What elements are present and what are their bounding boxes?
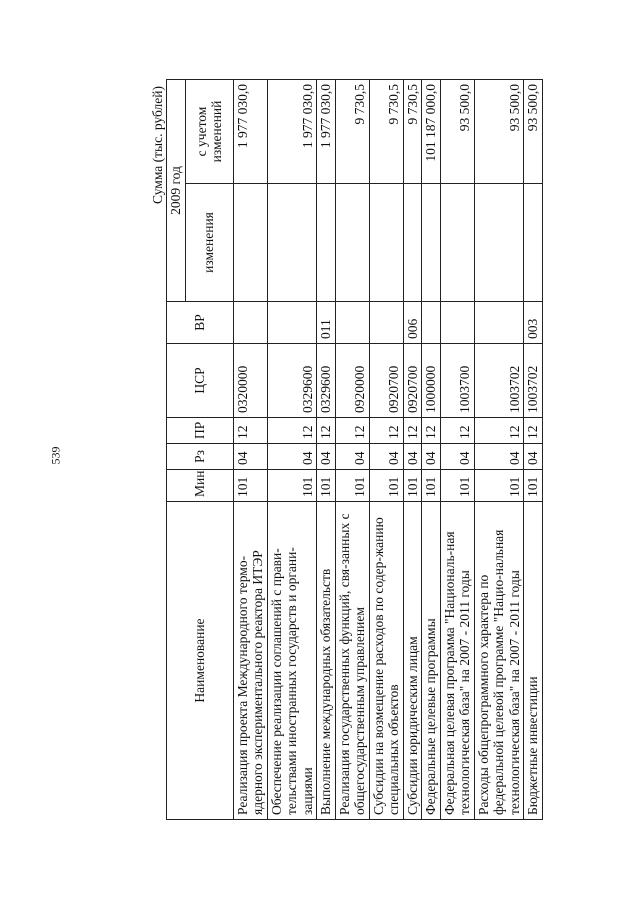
col-vr-cell (369, 302, 403, 344)
col-csr-cell: 1003700 (440, 344, 474, 418)
col-min-cell: 101 (422, 470, 441, 502)
table-row (335, 80, 369, 820)
col-total-cell: 1 977 030,0 (317, 80, 336, 184)
col-total-cell: 1 977 030,0 (267, 80, 317, 184)
col-rz-cell: 04 (369, 444, 403, 470)
table-row (474, 80, 524, 820)
col-rz-cell: 04 (422, 444, 441, 470)
page-number: 539 (48, 446, 63, 465)
col-vr-cell (233, 302, 267, 344)
col-total-cell: 9 730,5 (335, 80, 369, 184)
table-row (233, 80, 267, 820)
col-rz-cell: 04 (440, 444, 474, 470)
col-total-cell: 93 500,0 (524, 80, 543, 184)
table-row (369, 80, 403, 820)
row-name: Бюджетные инвестиции (524, 502, 543, 820)
col-min-cell: 101 (267, 470, 317, 502)
col-pr-cell: 12 (403, 418, 422, 444)
col-with-changes-header: с учетом изменений (185, 80, 233, 184)
col-total-cell: 9 730,5 (403, 80, 422, 184)
col-min-header: Мин (167, 470, 234, 502)
col-changes-cell (267, 184, 317, 302)
col-total-cell: 93 500,0 (440, 80, 474, 184)
col-pr-cell: 12 (422, 418, 441, 444)
table-row (422, 80, 441, 820)
col-vr-cell (335, 302, 369, 344)
col-pr-cell: 12 (267, 418, 317, 444)
rotated-table-block (150, 80, 590, 820)
col-total-cell: 9 730,5 (369, 80, 403, 184)
col-changes-cell (524, 184, 543, 302)
col-csr-header: ЦСР (167, 344, 234, 418)
col-pr-cell: 12 (335, 418, 369, 444)
col-changes-cell (440, 184, 474, 302)
col-rz-cell: 04 (403, 444, 422, 470)
row-name: Федеральная целевая программа "Националь-ная технологическая база" на 2007 - 2011 годы (440, 502, 474, 820)
col-changes-cell (474, 184, 524, 302)
col-min-cell: 101 (369, 470, 403, 502)
col-vr-cell: 011 (317, 302, 336, 344)
col-changes-cell (335, 184, 369, 302)
col-pr-cell: 12 (474, 418, 524, 444)
col-changes-header: изменения (185, 184, 233, 302)
row-name: Реализация государственных функций, свя-занных с общегосударственным управлением (335, 502, 369, 820)
budget-table (166, 79, 543, 820)
col-min-cell: 101 (335, 470, 369, 502)
col-pr-cell: 12 (369, 418, 403, 444)
col-total-cell: 93 500,0 (474, 80, 524, 184)
col-vr-cell (474, 302, 524, 344)
col-csr-cell: 0329600 (317, 344, 336, 418)
col-rz-cell: 04 (524, 444, 543, 470)
col-changes-cell (233, 184, 267, 302)
col-csr-cell: 0920700 (369, 344, 403, 418)
col-pr-header: ПР (167, 418, 234, 444)
col-csr-cell: 0920000 (335, 344, 369, 418)
col-pr-cell: 12 (524, 418, 543, 444)
col-changes-cell (422, 184, 441, 302)
row-name: Субсидии на возмещение расходов по содер-жанию специальных объектов (369, 502, 403, 820)
table-row (317, 80, 336, 820)
row-name: Реализация проекта Международного термо-ядерного экспериментального реактора ИТЭР (233, 502, 267, 820)
table-row (440, 80, 474, 820)
row-name: Расходы общепрограммного характера по федеральной целевой программе "Нацио-нальная технологическая база" на 2007 - 2011 годы (474, 502, 524, 820)
col-rz-cell: 04 (267, 444, 317, 470)
col-csr-cell: 1000000 (422, 344, 441, 418)
col-vr-header: ВР (167, 302, 234, 344)
table-row (267, 80, 317, 820)
row-name: Выполнение международных обязательств (317, 502, 336, 820)
row-name: Субсидии юридическим лицам (403, 502, 422, 820)
row-name: Федеральные целевые программы (422, 502, 441, 820)
col-changes-cell (403, 184, 422, 302)
units-label: Сумма (тыс. рублей) (150, 86, 165, 204)
col-rz-cell: 04 (335, 444, 369, 470)
col-min-cell: 101 (403, 470, 422, 502)
col-vr-cell (422, 302, 441, 344)
col-pr-cell: 12 (233, 418, 267, 444)
col-csr-cell: 0329600 (267, 344, 317, 418)
col-vr-cell: 006 (403, 302, 422, 344)
col-csr-cell: 0320000 (233, 344, 267, 418)
year-header: 2009 год (167, 80, 186, 302)
col-csr-cell: 1003702 (474, 344, 524, 418)
col-min-cell: 101 (440, 470, 474, 502)
col-min-cell: 101 (474, 470, 524, 502)
col-total-cell: 101 187 000,0 (422, 80, 441, 184)
col-csr-cell: 0920700 (403, 344, 422, 418)
col-pr-cell: 12 (317, 418, 336, 444)
col-changes-cell (369, 184, 403, 302)
col-pr-cell: 12 (440, 418, 474, 444)
col-min-cell: 101 (524, 470, 543, 502)
col-vr-cell: 003 (524, 302, 543, 344)
table-row (403, 80, 422, 820)
table-row (524, 80, 543, 820)
col-rz-cell: 04 (233, 444, 267, 470)
col-rz-cell: 04 (317, 444, 336, 470)
row-name: Обеспечение реализации соглашений с прави-тельствами иностранных государств и органи-зациями (267, 502, 317, 820)
col-vr-cell (267, 302, 317, 344)
col-csr-cell: 1003702 (524, 344, 543, 418)
col-name-header: Наименование (167, 502, 234, 820)
col-vr-cell (440, 302, 474, 344)
col-rz-header: Рз (167, 444, 234, 470)
col-min-cell: 101 (233, 470, 267, 502)
col-rz-cell: 04 (474, 444, 524, 470)
col-total-cell: 1 977 030,0 (233, 80, 267, 184)
col-min-cell: 101 (317, 470, 336, 502)
col-changes-cell (317, 184, 336, 302)
